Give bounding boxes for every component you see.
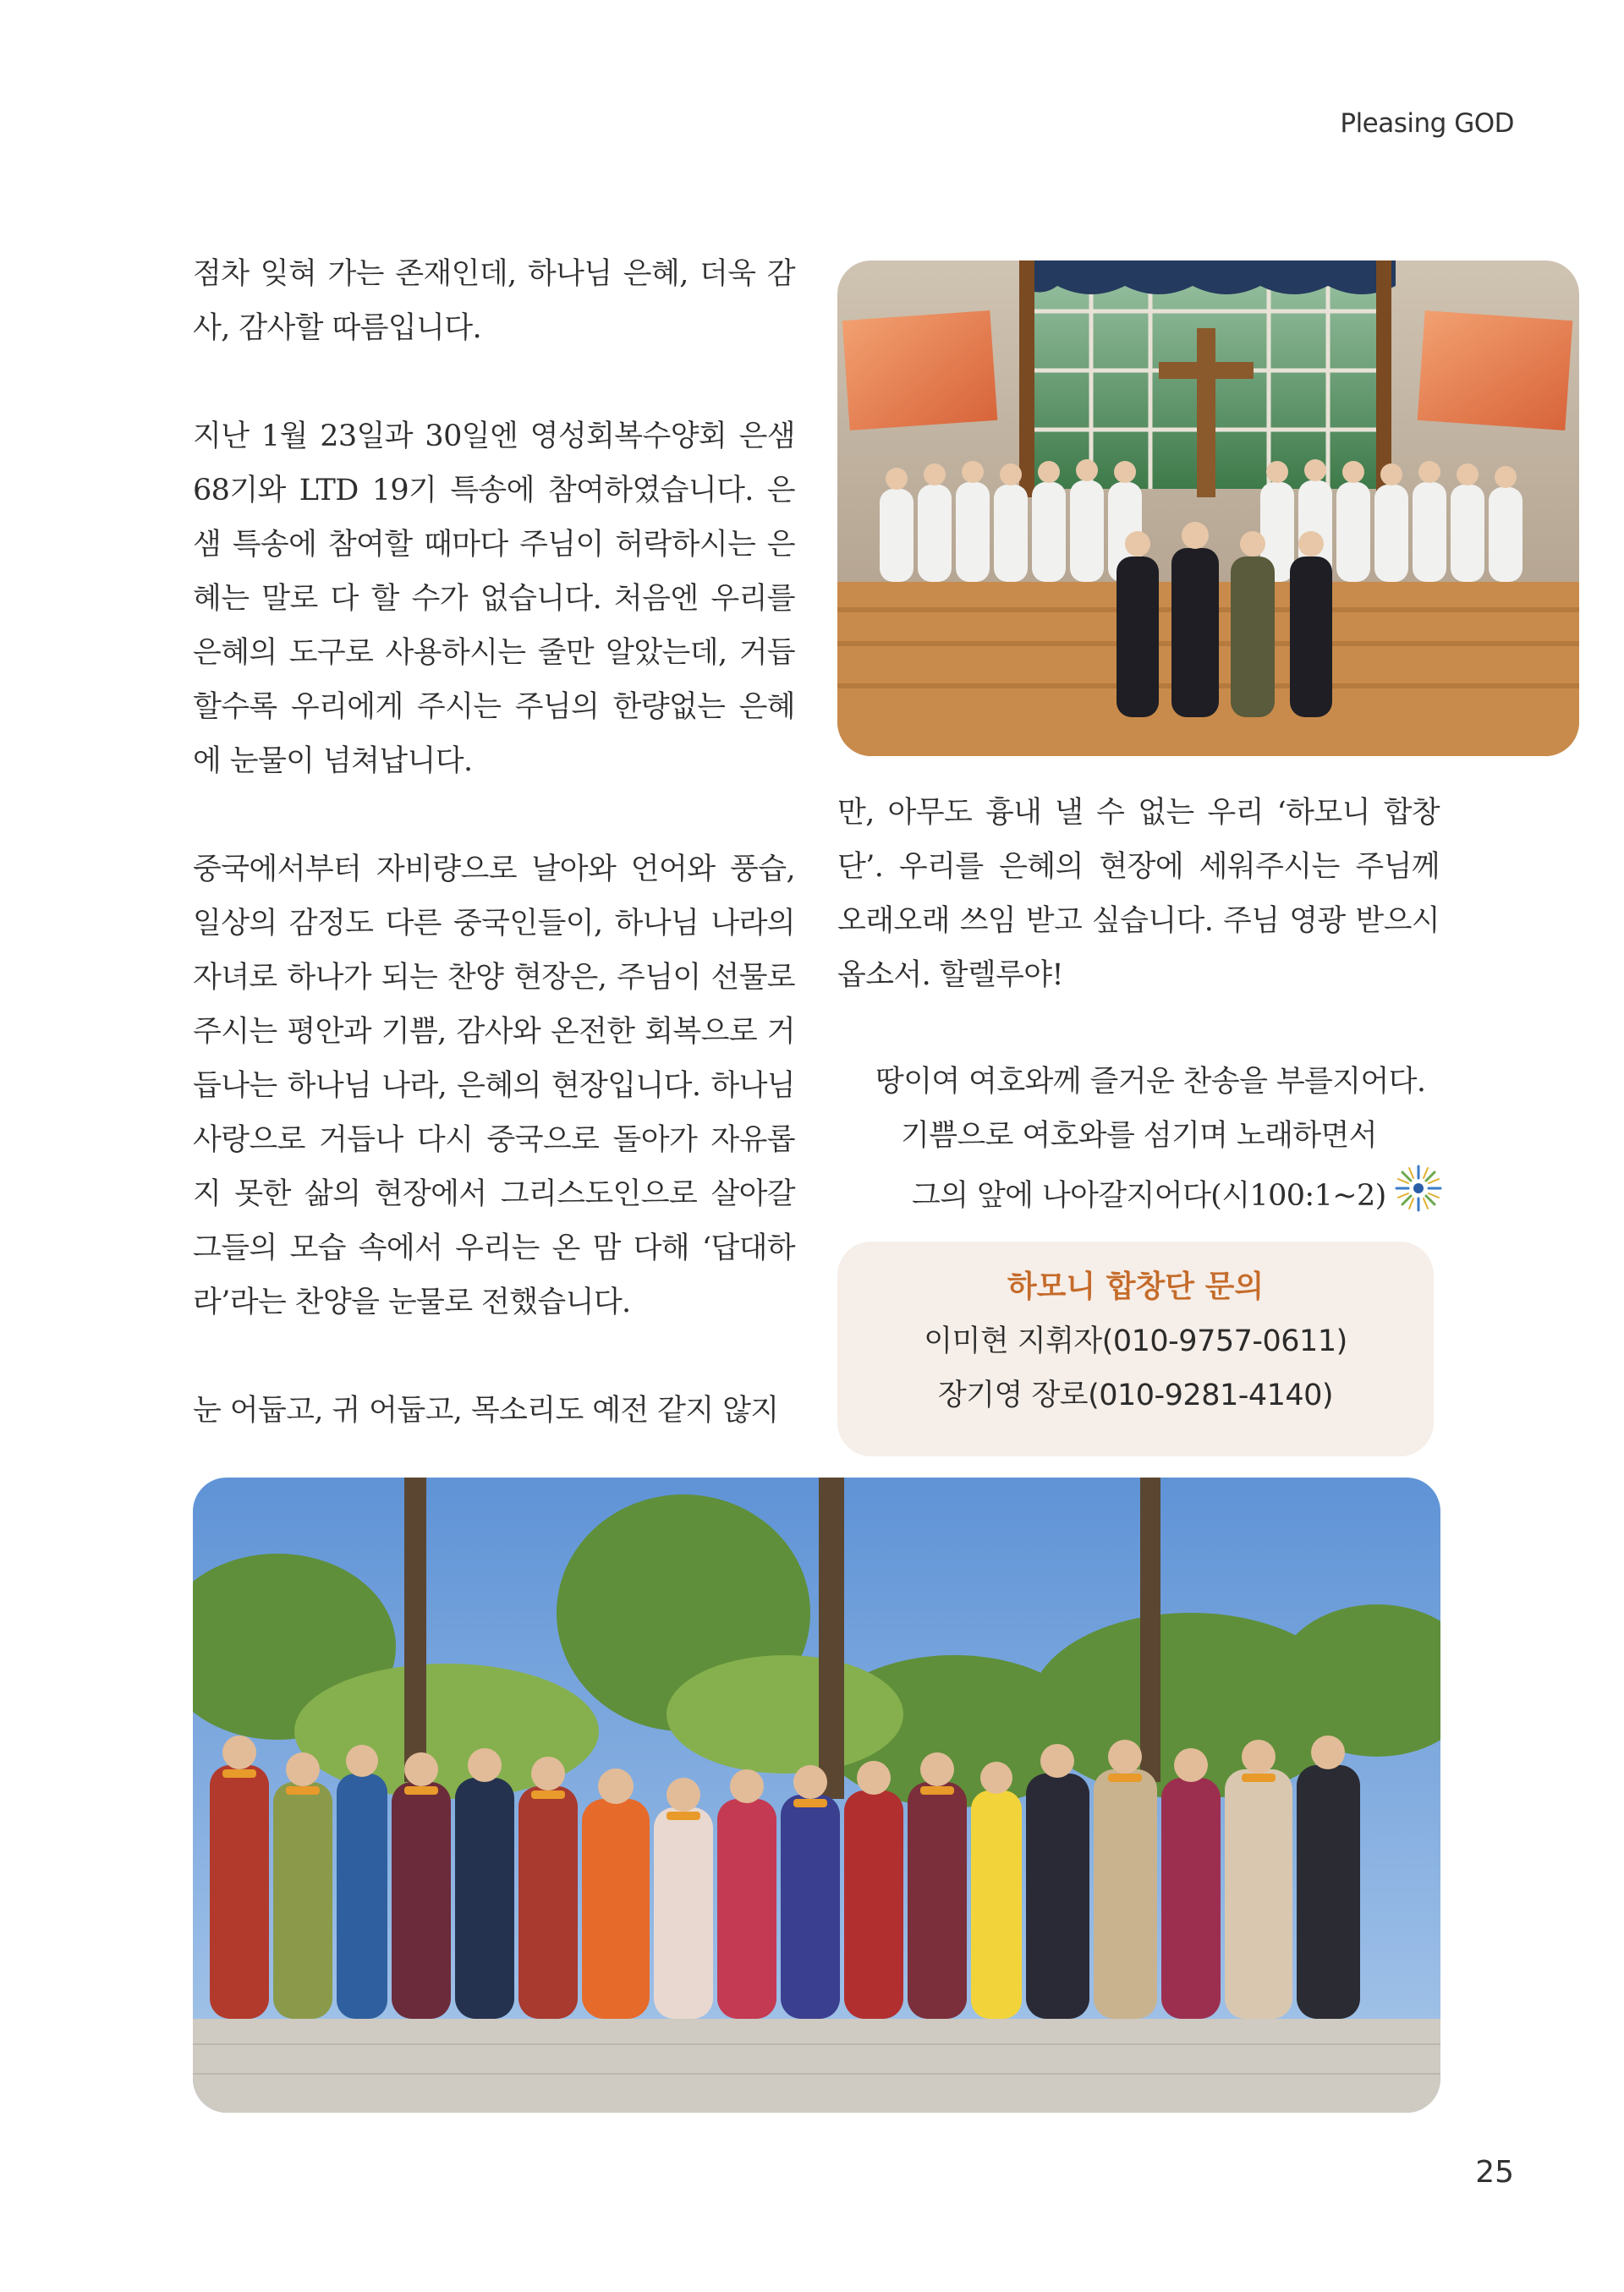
sunburst-ornament-icon — [1393, 1163, 1444, 1231]
contact-elder: 장기영 장로(010-9281-4140) — [937, 1379, 1334, 1412]
contact-box — [837, 1242, 1434, 1456]
paragraph-5: 만, 아무도 흉내 낼 수 없는 우리 ‘하모니 합창단’. 우리를 은혜의 현장에 세워주시는 주님께 오래오래 쓰임 받고 싶습니다. 주님 영광 받으시옵소서. 할렐루야! — [837, 796, 1440, 992]
contact-title: 하모니 합창단 문의 — [1007, 1269, 1265, 1304]
group-outdoor-photo — [193, 1478, 1440, 2113]
left-column — [193, 247, 795, 1438]
paragraph-4: 눈 어둡고, 귀 어둡고, 목소리도 예전 같지 않지 — [193, 1394, 779, 1428]
paragraph-1: 점차 잊혀 가는 존재인데, 하나님 은혜, 더욱 감사, 감사할 따름입니다. — [193, 257, 795, 345]
verse-line-2: 기쁨으로 여호와를 섬기며 노래하면서 — [901, 1119, 1377, 1153]
verse-line-3: 그의 앞에 나아갈지어다(시100:1~2) — [912, 1179, 1386, 1213]
page-number: 25 — [1475, 2155, 1514, 2190]
section-header: Pleasing GOD — [1340, 108, 1514, 139]
verse-line-1: 땅이여 여호와께 즐거운 찬송을 부를지어다. — [875, 1065, 1426, 1099]
contact-conductor: 이미현 지휘자(010-9757-0611) — [924, 1324, 1347, 1358]
scripture-verse — [837, 1055, 1440, 1231]
paragraph-2: 지난 1월 23일과 30일엔 영성회복수양회 은샘 68기와 LTD 19기 특송에 참여하였습니다. 은샘 특송에 참여할 때마다 주님이 허락하시는 은혜는 말로 다 할 수가 없습니다. 처음엔 우리를 은혜의 도구로 사용하시는 줄만 알았는데, 거듭할수록 우리에게 주시는 주님의 한량없는 은혜에 눈물이 넘쳐납니다. — [193, 419, 795, 778]
choir-stage-photo — [837, 260, 1579, 756]
paragraph-3: 중국에서부터 자비량으로 날아와 언어와 풍습, 일상의 감정도 다른 중국인들이, 하나님 나라의 자녀로 하나가 되는 찬양 현장은, 주님이 선물로 주시는 평안과 기쁨, 감사와 온전한 회복으로 거듭나는 하나님 나라, 은혜의 현장입니다. 하나님 사랑으로 거듭나 다시 중국으로 돌아가 자유롭지 못한 삶의 현장에서 그리스도인으로 살아갈 그들의 모습 속에서 우리는 온 맘 다해 ‘답대하라’라는 찬양을 눈물로 전했습니다. — [193, 853, 795, 1319]
right-column — [837, 786, 1440, 1002]
